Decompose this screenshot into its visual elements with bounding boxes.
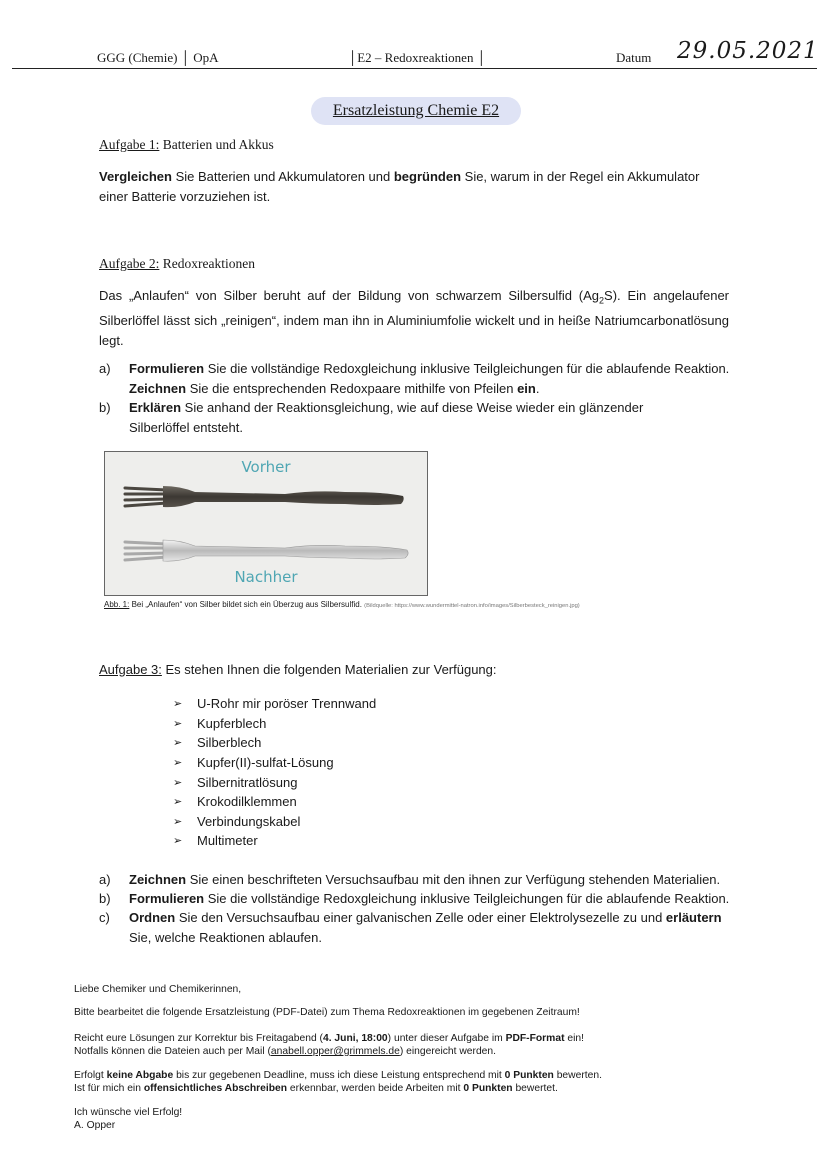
aufgabe3-item-c (99, 908, 739, 948)
item-verb: Zeichnen (129, 381, 187, 396)
footer-signature: A. Opper (74, 1120, 116, 1131)
footer-line3 (74, 1045, 496, 1058)
footer-line2 (74, 1032, 584, 1045)
aufgabe1-heading (99, 137, 274, 153)
header-course: GGG (Chemie) │ OpA (97, 50, 219, 65)
footer-text: Ist für mich ein (74, 1083, 144, 1094)
caption-text: Bei „Anlaufen“ von Silber bildet sich ein Überzug aus Silbersulfid. (129, 600, 362, 609)
item-verb: ein (517, 381, 536, 396)
footer-emphasis: keine Abgabe (106, 1070, 174, 1081)
arrow-bullet-icon: ➢ (173, 737, 183, 750)
item-text: Sie einen beschrifteten Versuchsaufbau mit den ihnen zur Verfügung stehenden Materialien. (186, 872, 721, 887)
footer-emphasis: 0 Punkten (463, 1083, 513, 1094)
arrow-bullet-icon: ➢ (173, 815, 183, 828)
footer-text: bis zur gegebenen Deadline, muss ich diese Leistung entsprechend mit (173, 1070, 505, 1081)
arrow-bullet-icon: ➢ (173, 757, 183, 770)
aufgabe3-title: Es stehen Ihnen die folgenden Materialien zur Verfügung: (161, 662, 497, 677)
list-item (173, 812, 376, 832)
aufgabe1-prefix: Aufgabe 1: (99, 137, 160, 152)
item-verb: Formulieren (129, 891, 205, 906)
arrow-bullet-icon: ➢ (173, 698, 183, 711)
footer-closing: Ich wünsche viel Erfolg! (74, 1107, 183, 1118)
arrow-bullet-icon: ➢ (173, 776, 183, 789)
email-link[interactable]: anabell.opper@grimmels.de (270, 1046, 400, 1057)
material-label: Multimeter (197, 833, 258, 849)
item-label: b) (99, 400, 111, 415)
photo-label-nachher: Nachher (234, 568, 298, 586)
item-label: a) (99, 872, 111, 887)
aufgabe1-verb2: begründen (393, 169, 462, 184)
footer-greeting: Liebe Chemiker und Chemikerinnen, (74, 984, 242, 995)
header-datum-label: Datum (616, 50, 652, 65)
arrow-bullet-icon: ➢ (173, 796, 183, 809)
item-verb: Zeichnen (129, 872, 187, 887)
list-item (173, 733, 376, 753)
footer-text: bewertet. (512, 1083, 558, 1094)
aufgabe2-title: Redoxreaktionen (159, 256, 255, 271)
list-item (173, 792, 376, 812)
footer-format: PDF-Format (505, 1033, 565, 1044)
footer-line4 (74, 1069, 602, 1082)
aufgabe1-text-part: Sie Batterien und Akkumulatoren und (171, 169, 394, 184)
arrow-bullet-icon: ➢ (173, 835, 183, 848)
item-verb: Ordnen (129, 910, 176, 925)
footer-deadline: 4. Juni, 18:00 (322, 1033, 388, 1044)
footer-text: ) unter dieser Aufgabe im (387, 1033, 506, 1044)
item-text: Sie die entsprechenden Redoxpaare mithilfe von Pfeilen (186, 381, 518, 396)
aufgabe2-intro-part: S). Ein angelaufener Silberlöffel lässt sich „reinigen“, indem man ihn in Aluminiumfolie wickelt und in heiße Natriumcarbonatlösung legt. (99, 288, 730, 348)
material-label: U-Rohr mir poröser Trennwand (197, 696, 377, 712)
footer-text: ) eingereicht werden. (399, 1046, 496, 1057)
item-label: b) (99, 891, 111, 906)
header-rule (12, 68, 817, 69)
arrow-bullet-icon: ➢ (173, 717, 183, 730)
aufgabe2-item-a (99, 359, 739, 399)
aufgabe1-text-part: Sie, warum in der Regel ein Akkumulator einer Batterie vorzuziehen ist. (99, 169, 700, 204)
material-label: Kupferblech (197, 715, 267, 731)
aufgabe1-text (99, 167, 729, 207)
item-verb: erläutern (665, 910, 722, 925)
caption-prefix: Abb. 1: (104, 600, 130, 609)
aufgabe1-title: Batterien und Akkus (159, 137, 274, 152)
aufgabe3-heading (99, 662, 497, 677)
item-label: a) (99, 361, 111, 376)
handwritten-date: 29.05.2021 (677, 38, 819, 64)
footer-text: erkennbar, werden beide Arbeiten mit (287, 1083, 464, 1094)
caption-source: (Bildquelle: https://www.wundermittel-natron.info/images/Silberbesteck_reinigen.jpg) (364, 603, 580, 609)
aufgabe3-item-b (99, 889, 739, 909)
item-text: Sie, welche Reaktionen ablaufen. (129, 930, 322, 945)
list-item (173, 772, 376, 792)
aufgabe3-item-a (99, 870, 739, 890)
footer-text: ein! (564, 1033, 584, 1044)
footer-text: Erfolgt (74, 1070, 107, 1081)
aufgabe2-heading (99, 256, 255, 272)
item-text: Sie die vollständige Redoxgleichung inklusive Teilgleichungen für die ablaufende Reaktion. (204, 891, 730, 906)
material-label: Verbindungskabel (197, 813, 301, 829)
page-title: Ersatzleistung Chemie E2 (311, 97, 521, 125)
materials-list (173, 694, 376, 851)
photo-label-vorher: Vorher (241, 458, 291, 476)
footer-emphasis: offensichtliches Abschreiben (143, 1083, 288, 1094)
footer-line5 (74, 1082, 558, 1095)
item-text: Sie die vollständige Redoxgleichung inklusive Teilgleichungen für die ablaufende Reaktion. (204, 361, 730, 376)
list-item (173, 694, 376, 714)
fork-photo (104, 451, 428, 596)
material-label: Kupfer(II)-sulfat-Lösung (197, 755, 334, 771)
footer-line1: Bitte bearbeitet die folgende Ersatzleistung (PDF-Datei) zum Thema Redoxreaktionen im gegebenen Zeitraum! (74, 1007, 580, 1018)
forks-illustration (105, 452, 427, 595)
material-label: Silbernitratlösung (197, 774, 298, 790)
list-item (173, 753, 376, 773)
item-text: . (535, 381, 540, 396)
aufgabe2-intro-part: Das „Anlaufen“ von Silber beruht auf der Bildung von schwarzem Silbersulfid (Ag (99, 288, 600, 303)
clean-fork (125, 540, 408, 561)
aufgabe2-item-b (99, 398, 739, 438)
footer-text: Notfalls können die Dateien auch per Mail ( (74, 1046, 271, 1057)
material-label: Silberblech (197, 735, 262, 751)
header-topic: │E2 – Redoxreaktionen │ (348, 50, 486, 65)
footer-text: bewerten. (553, 1070, 602, 1081)
aufgabe3-prefix: Aufgabe 3: (99, 662, 162, 677)
list-item (173, 831, 376, 851)
item-label: c) (99, 910, 110, 925)
item-text: Sie anhand der Reaktionsgleichung, wie auf diese Weise wieder ein glänzender Silberlöffel entsteht. (129, 400, 644, 435)
list-item (173, 714, 376, 734)
tarnished-fork (125, 486, 404, 507)
footer-emphasis: 0 Punkten (504, 1070, 554, 1081)
aufgabe2-prefix: Aufgabe 2: (99, 256, 160, 271)
item-verb: Erklären (129, 400, 182, 415)
aufgabe1-verb1: Vergleichen (99, 169, 172, 184)
aufgabe2-intro-subscript: 2 (599, 295, 605, 306)
item-text: Sie den Versuchsaufbau einer galvanischen Zelle oder einer Elektrolysezelle zu und (175, 910, 666, 925)
figure-caption (104, 600, 580, 609)
material-label: Krokodilklemmen (197, 794, 297, 810)
item-verb: Formulieren (129, 361, 205, 376)
aufgabe2-intro (99, 286, 729, 351)
footer-text: Reicht eure Lösungen zur Korrektur bis Freitagabend ( (74, 1033, 323, 1044)
